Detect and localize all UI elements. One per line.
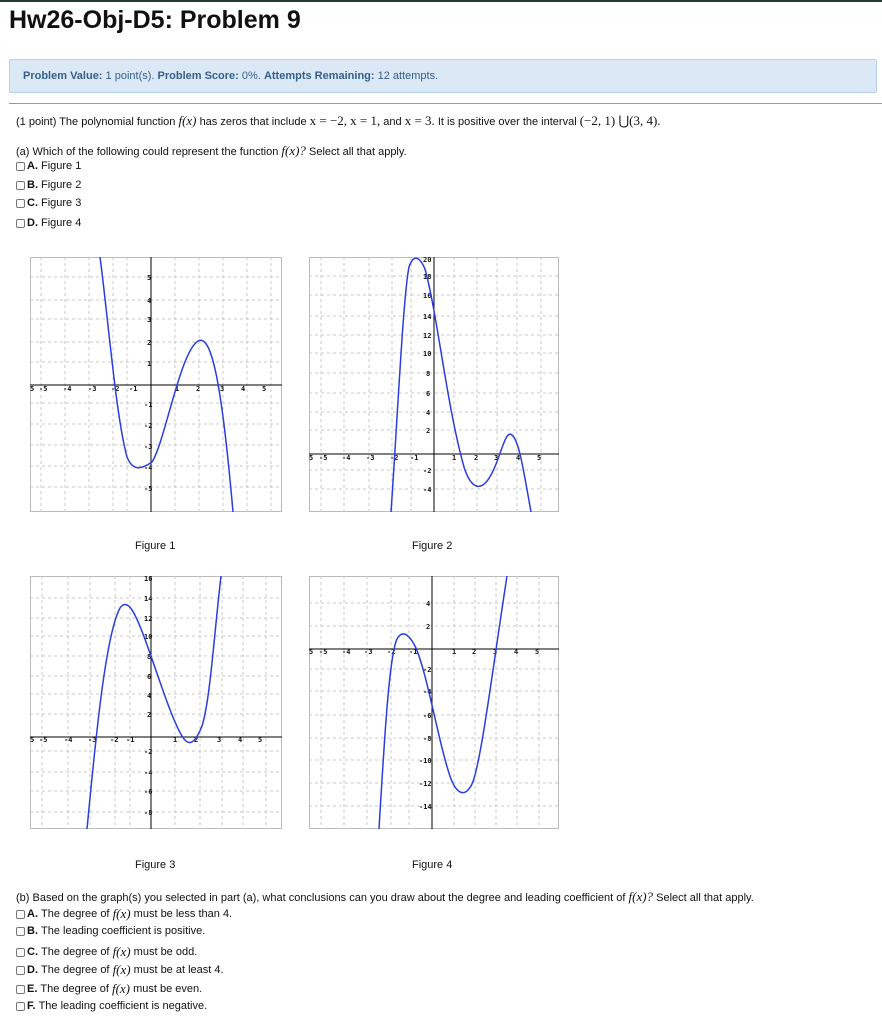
statement-interval: (−2, 1) ⋃(3, 4). [579,113,661,128]
option-f: f(x) [111,981,131,996]
problem-statement [16,113,661,129]
svg-text:-5: -5 [144,485,153,493]
part-b-option-e[interactable] [16,981,202,997]
option-letter: B. [27,925,38,937]
figure-3-caption: Figure 3 [135,859,176,871]
part-a-f: f(x)? [281,143,306,158]
figure-1-caption: Figure 1 [135,540,176,552]
part-b-prompt-prefix: (b) Based on the graph(s) you selected in part (a), what conclusions can you draw about the degree and leading coefficient of [16,892,626,904]
option-text: Figure 4 [41,217,82,229]
svg-text:14: 14 [423,313,432,321]
svg-text:-8: -8 [144,809,153,817]
option-letter: B. [27,179,38,191]
page-title: Hw26-Obj-D5: Problem 9 [9,6,301,34]
option-text-post: must be at least 4. [133,964,224,976]
statement-zeros-text: has zeros that include [199,116,307,128]
svg-text:-14: -14 [419,803,432,811]
svg-text:2: 2 [194,736,199,744]
option-letter: C. [27,197,38,209]
attempts-text: 12 attempts. [377,70,439,82]
attempts-label: Attempts Remaining: [263,70,375,82]
statement-prefix: (1 point) The polynomial function [16,116,176,128]
figure-1-graph [30,257,282,512]
svg-text:6: 6 [426,390,431,398]
svg-text:4: 4 [147,297,152,305]
statement-zero-2: x = 1, [350,113,381,128]
checkbox[interactable] [16,162,25,171]
value-text: 1 point(s). [105,70,155,82]
part-a-prompt-suffix: Select all that apply. [308,146,407,158]
option-letter: F. [27,1000,36,1012]
svg-text:-1: -1 [410,454,419,462]
checkbox[interactable] [16,1002,25,1011]
svg-text:2: 2 [196,385,201,393]
svg-text:3: 3 [217,736,222,744]
svg-text:-2: -2 [423,467,432,475]
option-letter: E. [27,983,38,995]
option-f: f(x) [112,944,131,959]
svg-text:8: 8 [426,370,431,378]
svg-text:5: 5 [147,274,152,282]
svg-text:12: 12 [144,615,153,623]
part-b-option-c[interactable] [16,944,197,960]
checkbox[interactable] [16,948,25,957]
svg-text:14: 14 [144,595,153,603]
score-text: 0%. [241,70,261,82]
figure-4-graph [309,576,559,829]
svg-text:-3: -3 [364,648,373,656]
option-f: f(x) [112,962,131,977]
figure-4-caption: Figure 4 [412,859,453,871]
top-border [0,0,882,2]
part-b-f: f(x)? [628,889,654,904]
svg-text:-3: -3 [88,385,97,393]
divider [9,103,882,104]
statement-positive-text: It is positive over the interval [437,116,577,128]
checkbox[interactable] [16,219,25,228]
svg-text:4: 4 [514,648,519,656]
statement-and: and [383,116,402,128]
svg-text:-2: -2 [390,454,399,462]
part-a-prompt [16,143,407,159]
svg-text:5: 5 [537,454,542,462]
svg-text:-4: -4 [63,385,72,393]
svg-text:-2: -2 [144,422,153,430]
svg-text:1: 1 [173,736,178,744]
svg-text:10: 10 [423,350,432,358]
part-a-option-b[interactable] [16,179,81,191]
svg-text:5: 5 [30,736,35,744]
svg-text:-1: -1 [126,736,135,744]
svg-text:6: 6 [147,673,152,681]
svg-text:2: 2 [147,339,152,347]
part-b-option-a[interactable] [16,906,232,922]
svg-text:5: 5 [535,648,540,656]
svg-text:-2: -2 [144,748,153,756]
part-a-option-a[interactable] [16,160,81,172]
svg-text:-3: -3 [366,454,375,462]
option-text: The degree of [41,946,110,958]
svg-text:5: 5 [258,736,263,744]
svg-text:-5: -5 [39,736,48,744]
svg-text:1: 1 [452,648,457,656]
statement-zero-3: x = 3. [404,113,435,128]
option-text: Figure 1 [41,160,82,172]
option-letter: C. [27,946,38,958]
svg-text:2: 2 [426,623,431,631]
svg-text:20: 20 [423,257,432,264]
svg-text:-4: -4 [423,486,432,494]
svg-text:-5: -5 [319,648,328,656]
part-b-option-d[interactable] [16,962,224,978]
svg-text:-2: -2 [110,736,119,744]
svg-text:-8: -8 [423,735,432,743]
svg-text:2: 2 [474,454,479,462]
svg-text:3: 3 [493,648,498,656]
option-text-post: must be odd. [133,946,198,958]
svg-text:5: 5 [309,648,314,656]
svg-text:4: 4 [516,454,521,462]
option-text-post: must be even. [133,983,203,995]
svg-text:2: 2 [147,711,152,719]
svg-text:18: 18 [423,273,432,281]
svg-text:3: 3 [220,385,225,393]
svg-text:4: 4 [238,736,243,744]
svg-text:4: 4 [426,409,431,417]
svg-text:-1: -1 [129,385,138,393]
svg-text:-4: -4 [144,464,153,472]
score-label: Problem Score: [157,70,239,82]
svg-text:-2: -2 [111,385,120,393]
option-text-post: must be less than 4. [133,908,233,920]
statement-f: f(x) [178,113,197,128]
checkbox[interactable] [16,181,25,190]
svg-text:2: 2 [472,648,477,656]
option-text: The leading coefficient is positive. [41,925,206,937]
svg-text:-1: -1 [409,648,418,656]
svg-text:12: 12 [423,332,432,340]
svg-text:-5: -5 [319,454,328,462]
svg-text:-10: -10 [419,757,432,765]
svg-text:8: 8 [147,653,152,661]
svg-text:16: 16 [423,292,432,300]
svg-text:-3: -3 [144,443,153,451]
option-text: The degree of [40,983,109,995]
svg-text:-6: -6 [144,788,153,796]
part-a-prompt-prefix: (a) Which of the following could represent the function [16,146,279,158]
svg-text:5: 5 [30,385,35,393]
svg-text:1: 1 [175,385,180,393]
option-text: The leading coefficient is negative. [38,1000,208,1012]
svg-text:-3: -3 [88,736,97,744]
svg-text:10: 10 [144,633,153,641]
option-letter: D. [27,964,38,976]
svg-text:16: 16 [144,576,153,583]
option-letter: A. [27,160,38,172]
option-letter: D. [27,217,38,229]
svg-text:2: 2 [426,427,431,435]
svg-text:-6: -6 [423,712,432,720]
checkbox[interactable] [16,927,25,936]
figure-3-graph [30,576,282,829]
svg-text:1: 1 [452,454,457,462]
svg-text:-5: -5 [39,385,48,393]
checkbox[interactable] [16,199,25,208]
svg-text:-12: -12 [419,780,432,788]
svg-text:3: 3 [494,454,499,462]
option-text: The degree of [41,964,110,976]
option-text: The degree of [41,908,110,920]
part-b-option-f[interactable] [16,1000,207,1012]
svg-text:-4: -4 [342,648,351,656]
svg-text:3: 3 [147,316,152,324]
svg-text:-4: -4 [342,454,351,462]
checkbox[interactable] [16,910,25,919]
option-text: Figure 2 [41,179,82,191]
svg-text:4: 4 [241,385,246,393]
svg-text:-1: -1 [144,401,153,409]
part-b-option-b[interactable] [16,925,205,937]
option-f: f(x) [112,906,131,921]
svg-text:4: 4 [426,600,431,608]
figure-2-graph [309,257,559,512]
option-text: Figure 3 [41,197,82,209]
checkbox[interactable] [16,966,25,975]
problem-info-bar [9,59,877,93]
option-letter: A. [27,908,38,920]
svg-text:-2: -2 [423,666,432,674]
statement-zero-1: x = −2, [309,113,348,128]
svg-text:-4: -4 [144,769,153,777]
part-b-prompt-suffix: Select all that apply. [656,892,754,904]
svg-text:1: 1 [147,360,152,368]
svg-text:5: 5 [262,385,267,393]
part-a-option-d[interactable] [16,217,81,229]
checkbox[interactable] [16,985,25,994]
part-a-option-c[interactable] [16,197,81,209]
svg-text:4: 4 [147,692,152,700]
svg-text:-4: -4 [423,688,432,696]
svg-text:-4: -4 [64,736,73,744]
value-label: Problem Value: [23,70,103,82]
figure-2-caption: Figure 2 [412,540,453,552]
svg-text:-2: -2 [387,648,396,656]
svg-text:5: 5 [309,454,314,462]
part-b-prompt [16,889,754,905]
